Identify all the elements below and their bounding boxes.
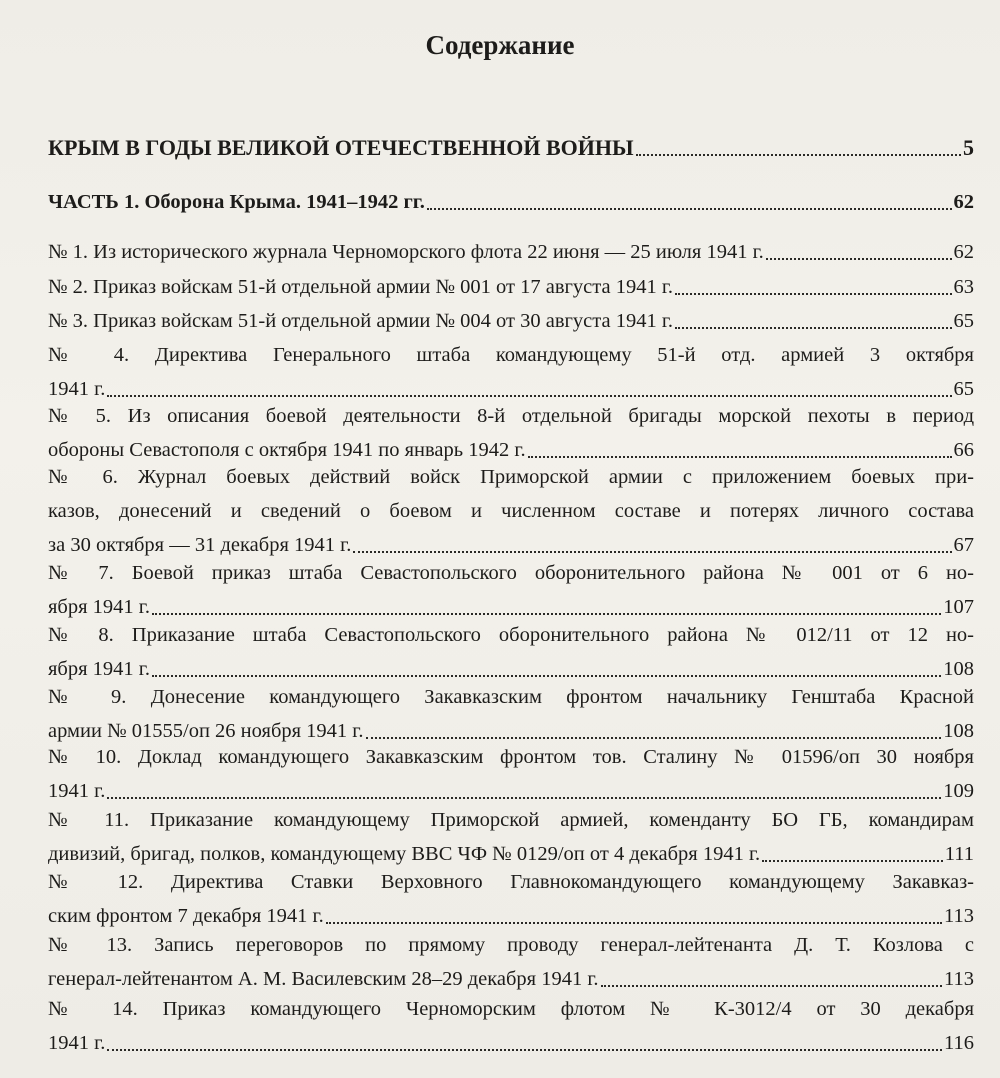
- toc-entry-text: 1941 г.: [48, 1032, 106, 1054]
- toc-entry[interactable]: [48, 185, 974, 219]
- page-number: 62: [953, 191, 974, 213]
- toc-entry-text: № 9. Донесение командующего Закавказским фронтом начальнику Генштаба Красной: [48, 686, 974, 708]
- toc-entry[interactable]: [48, 338, 974, 406]
- dot-leader: [528, 456, 952, 458]
- page-number: 62: [953, 241, 974, 263]
- page-number: 67: [953, 534, 974, 556]
- page-number: 107: [943, 596, 974, 618]
- toc-entry-text: ЧАСТЬ 1. Оборона Крыма. 1941–1942 гг.: [48, 191, 425, 213]
- toc-entry-text: № 8. Приказание штаба Севастопольского оборонительного района № 012/11 от 12 но-: [48, 624, 974, 646]
- toc-entry[interactable]: [48, 131, 974, 165]
- page-number: 111: [944, 843, 974, 865]
- toc-entry-text: № 1. Из исторического журнала Черноморского флота 22 июня — 25 июля 1941 г.: [48, 241, 764, 263]
- toc-entry[interactable]: [48, 803, 974, 871]
- toc-entry-text: № 5. Из описания боевой деятельности 8-й отдельной бригады морской пехоты в период: [48, 405, 974, 427]
- toc-entry-text: казов, донесений и сведений о боевом и численном составе и потерях личного состава: [48, 500, 974, 522]
- toc-entry-text: КРЫМ В ГОДЫ ВЕЛИКОЙ ОТЕЧЕСТВЕННОЙ ВОЙНЫ: [48, 135, 634, 160]
- dot-leader: [107, 1049, 942, 1051]
- dot-leader: [675, 327, 951, 329]
- dot-leader: [762, 860, 943, 862]
- page-number: 108: [943, 720, 974, 742]
- page-number: 5: [963, 135, 974, 160]
- toc-entry[interactable]: [48, 235, 974, 269]
- dot-leader: [601, 985, 942, 987]
- page-title: Содержание: [425, 30, 575, 60]
- dot-leader: [326, 922, 942, 924]
- toc-entry-text: за 30 октября — 31 декабря 1941 г.: [48, 534, 352, 556]
- page-number: 65: [953, 310, 974, 332]
- toc-entry-text: армии № 01555/оп 26 ноября 1941 г.: [48, 720, 364, 742]
- dot-leader: [636, 154, 961, 156]
- toc-entry-text: 1941 г.: [48, 780, 106, 802]
- toc-entry[interactable]: [48, 865, 974, 933]
- toc-entry-text: обороны Севастополя с октября 1941 по январь 1942 г.: [48, 439, 526, 461]
- toc-entry-text: № 6. Журнал боевых действий войск Приморской армии с приложением боевых при-: [48, 466, 974, 488]
- toc-entry-text: № 14. Приказ командующего Черноморским флотом № К-3012/4 от 30 декабря: [48, 998, 974, 1020]
- toc-entry-text: ября 1941 г.: [48, 596, 151, 618]
- toc-entry-text: ября 1941 г.: [48, 658, 151, 680]
- toc-entry-text: № 4. Директива Генерального штаба командующему 51-й отд. армией 3 октября: [48, 344, 974, 366]
- page-number: 108: [943, 658, 974, 680]
- dot-leader: [675, 293, 951, 295]
- toc-entry[interactable]: [48, 680, 974, 748]
- page-number: 63: [953, 276, 974, 298]
- toc-entry[interactable]: [48, 618, 974, 686]
- dot-leader: [353, 551, 951, 553]
- dot-leader: [107, 395, 951, 397]
- dot-leader: [152, 675, 941, 677]
- toc-entry[interactable]: [48, 270, 974, 304]
- toc-entry-text: № 10. Доклад командующего Закавказским фронтом тов. Сталину № 01596/оп 30 ноября: [48, 746, 974, 768]
- page-number: 113: [944, 905, 974, 927]
- toc-entry[interactable]: [48, 992, 974, 1060]
- toc-entry-text: № 3. Приказ войскам 51-й отдельной армии № 004 от 30 августа 1941 г.: [48, 310, 674, 332]
- dot-leader: [427, 208, 952, 210]
- toc-entry-text: ским фронтом 7 декабря 1941 г.: [48, 905, 324, 927]
- toc-entry[interactable]: [48, 556, 974, 624]
- toc-entry[interactable]: [48, 928, 974, 996]
- toc-entry-text: генерал-лейтенантом А. М. Василевским 28–29 декабря 1941 г.: [48, 968, 599, 990]
- toc-entry-text: № 12. Директива Ставки Верховного Главнокомандующего командующему Закавказ-: [48, 871, 974, 893]
- dot-leader: [766, 258, 952, 260]
- page-number: 109: [943, 780, 974, 802]
- toc-entry[interactable]: [48, 304, 974, 338]
- page-number: 116: [944, 1032, 974, 1054]
- dot-leader: [107, 797, 941, 799]
- dot-leader: [366, 737, 942, 739]
- toc-entry-text: дивизий, бригад, полков, командующему ВВС ЧФ № 0129/оп от 4 декабря 1941 г.: [48, 843, 761, 865]
- page-number: 65: [953, 378, 974, 400]
- toc-entry-text: № 13. Запись переговоров по прямому проводу генерал-лейтенанта Д. Т. Козлова с: [48, 934, 974, 956]
- page-number: 66: [953, 439, 974, 461]
- toc-entry[interactable]: [48, 460, 974, 562]
- toc-entry-text: № 7. Боевой приказ штаба Севастопольского оборонительного района № 001 от 6 но-: [48, 562, 974, 584]
- toc-entry-text: № 11. Приказание командующему Приморской армией, коменданту БО ГБ, командирам: [48, 809, 974, 831]
- page-number: 113: [944, 968, 974, 990]
- toc-entry-text: 1941 г.: [48, 378, 106, 400]
- dot-leader: [152, 613, 941, 615]
- toc-entry-text: № 2. Приказ войскам 51-й отдельной армии № 001 от 17 августа 1941 г.: [48, 276, 674, 298]
- toc-entry[interactable]: [48, 740, 974, 808]
- toc-entry[interactable]: [48, 399, 974, 467]
